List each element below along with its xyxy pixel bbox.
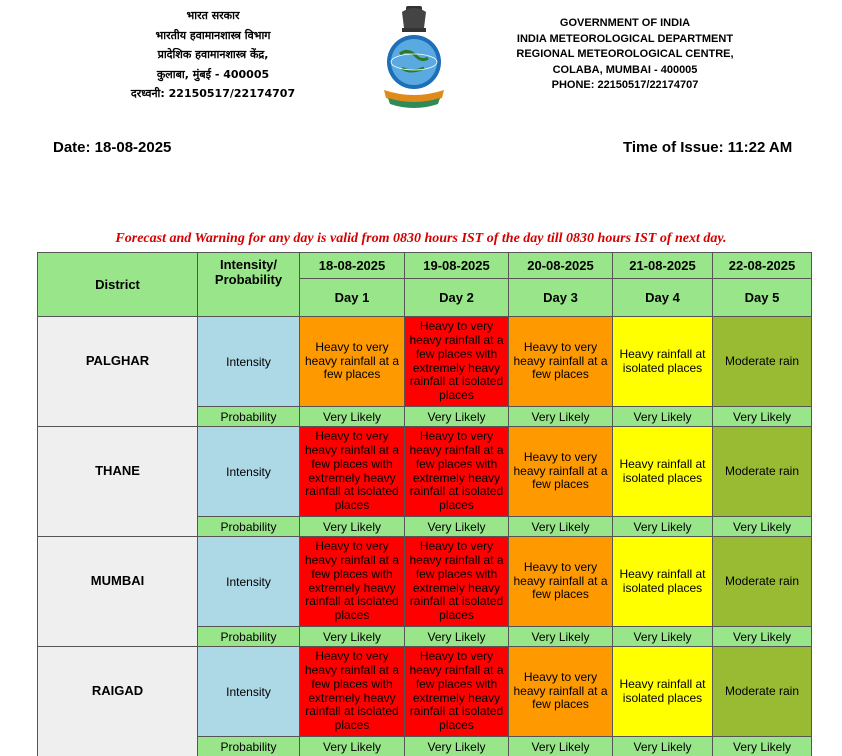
- intensity-cell: Moderate rain: [713, 427, 812, 517]
- probability-cell: Very Likely: [713, 407, 812, 427]
- intensity-cell: Moderate rain: [713, 537, 812, 627]
- probability-cell: Very Likely: [713, 627, 812, 647]
- intensity-row: [38, 647, 812, 737]
- english-address-block: [505, 16, 745, 94]
- intensity-cell: Heavy rainfall at isolated places: [613, 537, 713, 627]
- probability-cell: Very Likely: [509, 407, 613, 427]
- probability-cell: Very Likely: [405, 627, 509, 647]
- intensity-row: [38, 427, 812, 517]
- probability-cell: Very Likely: [405, 737, 509, 756]
- intensity-cell: Heavy to very heavy rainfall at a few places with extremely heavy rainfall at isolated places: [405, 427, 509, 517]
- probability-cell: Very Likely: [405, 517, 509, 537]
- intensity-cell: Heavy to very heavy rainfall at a few places with extremely heavy rainfall at isolated places: [300, 537, 405, 627]
- intensity-cell: Heavy to very heavy rainfall at a few places with extremely heavy rainfall at isolated places: [300, 427, 405, 517]
- probability-cell: Very Likely: [300, 627, 405, 647]
- intensity-cell: Heavy to very heavy rainfall at a few places: [509, 427, 613, 517]
- hindi-line: भारत सरकार: [186, 9, 240, 22]
- probability-cell: Very Likely: [509, 627, 613, 647]
- intensity-label: Intensity: [198, 537, 300, 627]
- intensity-cell: Heavy to very heavy rainfall at a few places with extremely heavy rainfall at isolated places: [405, 647, 509, 737]
- intensity-cell: Moderate rain: [713, 317, 812, 407]
- intensity-label: Intensity: [198, 647, 300, 737]
- probability-cell: Very Likely: [613, 737, 713, 756]
- probability-cell: Very Likely: [713, 517, 812, 537]
- probability-cell: Very Likely: [300, 407, 405, 427]
- intensity-cell: Heavy rainfall at isolated places: [613, 647, 713, 737]
- intensity-cell: Heavy to very heavy rainfall at a few places with extremely heavy rainfall at isolated places: [405, 317, 509, 407]
- day-header: Day 1: [300, 279, 405, 317]
- probability-cell: Very Likely: [509, 517, 613, 537]
- intensity-label: Intensity: [198, 427, 300, 517]
- intensity-cell: Heavy to very heavy rainfall at a few places: [509, 647, 613, 737]
- intensity-cell: Moderate rain: [713, 647, 812, 737]
- hindi-line: प्रादेशिक हवामानशास्त्र केंद्र,: [157, 48, 269, 61]
- english-line: INDIA METEOROLOGICAL DEPARTMENT: [516, 32, 734, 45]
- intensity-cell: Heavy rainfall at isolated places: [613, 317, 713, 407]
- day-header: Day 3: [509, 279, 613, 317]
- hindi-line: दरध्वनी: 22150517/22174707: [130, 87, 296, 100]
- probability-cell: Very Likely: [613, 407, 713, 427]
- english-line: PHONE: 22150517/22174707: [551, 79, 699, 91]
- district-name: MUMBAI: [38, 537, 198, 647]
- date-header: 19-08-2025: [405, 253, 509, 279]
- district-name: PALGHAR: [38, 317, 198, 427]
- intensity-cell: Heavy to very heavy rainfall at a few places: [300, 317, 405, 407]
- probability-label: Probability: [198, 737, 300, 756]
- probability-cell: Very Likely: [613, 517, 713, 537]
- date-header: 22-08-2025: [713, 253, 812, 279]
- probability-cell: Very Likely: [300, 737, 405, 756]
- intensity-row: [38, 317, 812, 407]
- probability-cell: Very Likely: [300, 517, 405, 537]
- day-header: Day 2: [405, 279, 509, 317]
- intensity-cell: Heavy rainfall at isolated places: [613, 427, 713, 517]
- english-line: REGIONAL METEOROLOGICAL CENTRE,: [516, 48, 734, 60]
- probability-label: Probability: [198, 407, 300, 427]
- intensity-row: [38, 537, 812, 627]
- intensity-label: Intensity: [198, 317, 300, 407]
- intensity-cell: Heavy to very heavy rainfall at a few places with extremely heavy rainfall at isolated places: [300, 647, 405, 737]
- probability-label: Probability: [198, 627, 300, 647]
- probability-label: Probability: [198, 517, 300, 537]
- forecast-table: [37, 252, 812, 756]
- date-header: 21-08-2025: [613, 253, 713, 279]
- intensity-cell: Heavy to very heavy rainfall at a few places: [509, 317, 613, 407]
- day-header: Day 4: [613, 279, 713, 317]
- hindi-line: कुलाबा, मुंबई - 400005: [156, 67, 270, 81]
- date-header: 18-08-2025: [300, 253, 405, 279]
- hindi-line: भारतीय हवामानशास्त्र विभाग: [155, 28, 271, 42]
- english-line: COLABA, MUMBAI - 400005: [552, 63, 698, 76]
- day-header: Day 5: [713, 279, 812, 317]
- imd-emblem-logo: [378, 2, 450, 110]
- intensity-probability-header: Intensity/ Probability: [198, 253, 300, 317]
- date-header: 20-08-2025: [509, 253, 613, 279]
- time-of-issue: Time of Issue: 11:22 AM: [623, 139, 793, 156]
- issue-date: Date: 18-08-2025: [53, 139, 172, 156]
- probability-cell: Very Likely: [405, 407, 509, 427]
- district-name: THANE: [38, 427, 198, 537]
- validity-notice: Forecast and Warning for any day is valid from 0830 hours IST of the day till 0830 hours IST of next day.: [115, 231, 727, 246]
- probability-cell: Very Likely: [509, 737, 613, 756]
- english-line: GOVERNMENT OF INDIA: [559, 17, 691, 29]
- intensity-cell: Heavy to very heavy rainfall at a few places: [509, 537, 613, 627]
- intensity-cell: Heavy to very heavy rainfall at a few places with extremely heavy rainfall at isolated places: [405, 537, 509, 627]
- probability-cell: Very Likely: [713, 737, 812, 756]
- probability-cell: Very Likely: [613, 627, 713, 647]
- hindi-address-block: [128, 6, 298, 104]
- district-name: RAIGAD: [38, 647, 198, 756]
- district-column-header: District: [38, 253, 198, 317]
